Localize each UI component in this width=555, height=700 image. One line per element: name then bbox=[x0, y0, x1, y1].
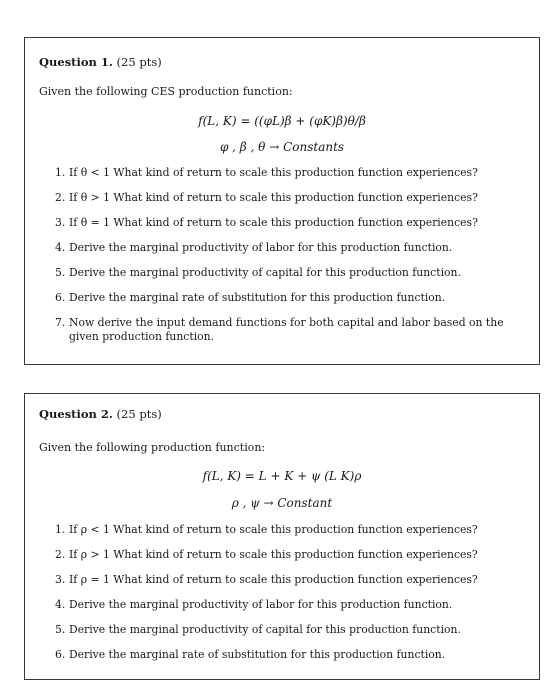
item-number: 5. bbox=[55, 623, 66, 636]
item-number: 7. bbox=[55, 316, 66, 329]
item-text: If θ < 1 What kind of return to scale this production function experiences? bbox=[69, 166, 478, 179]
question-1-intro: Given the following CES production function: bbox=[39, 85, 293, 98]
list-item bbox=[55, 191, 529, 216]
list-item bbox=[55, 573, 529, 598]
item-number: 4. bbox=[55, 598, 66, 611]
list-item bbox=[55, 216, 529, 241]
question-2-label: Question 2. bbox=[39, 407, 113, 421]
list-item bbox=[55, 241, 529, 266]
item-number: 6. bbox=[55, 648, 66, 661]
question-1-formula bbox=[25, 114, 539, 128]
question-2-intro: Given the following production function: bbox=[39, 441, 266, 454]
question-2-list bbox=[55, 523, 529, 662]
item-number: 2. bbox=[55, 548, 66, 561]
question-1-constants: φ , β , θ → Constants bbox=[219, 140, 345, 154]
question-1-label: Question 1. bbox=[39, 55, 113, 69]
question-2-title bbox=[39, 407, 162, 421]
item-text: If ρ < 1 What kind of return to scale this production function experiences? bbox=[69, 523, 478, 536]
item-number: 1. bbox=[55, 523, 66, 536]
list-item bbox=[55, 523, 529, 548]
item-text: Derive the marginal productivity of labor for this production function. bbox=[69, 598, 453, 611]
item-number: 1. bbox=[55, 166, 66, 179]
item-text: If θ > 1 What kind of return to scale this production function experiences? bbox=[69, 191, 478, 204]
item-number: 6. bbox=[55, 291, 66, 304]
item-number: 2. bbox=[55, 191, 66, 204]
list-item bbox=[55, 291, 529, 316]
question-1-title bbox=[39, 55, 162, 69]
list-item bbox=[55, 623, 529, 648]
question-1-formula-text: f(L, K) = ((φL)β + (φK)β)θ/β bbox=[198, 114, 366, 128]
question-1-box bbox=[24, 37, 540, 365]
question-2-formula-text: f(L, K) = L + K + ψ (L K)ρ bbox=[202, 469, 362, 483]
question-1-list bbox=[55, 166, 529, 344]
item-text: Derive the marginal rate of substitution for this production function. bbox=[69, 291, 446, 304]
question-2-box bbox=[24, 393, 540, 680]
item-number: 5. bbox=[55, 266, 66, 279]
item-text: Derive the marginal productivity of labor for this production function. bbox=[69, 241, 453, 254]
list-item bbox=[55, 648, 529, 662]
item-text: Derive the marginal productivity of capital for this production function. bbox=[69, 623, 461, 636]
item-number: 3. bbox=[55, 216, 66, 229]
item-number: 4. bbox=[55, 241, 66, 254]
question-2-formula bbox=[25, 469, 539, 483]
item-text: If ρ > 1 What kind of return to scale this production function experiences? bbox=[69, 548, 478, 561]
question-2-points: (25 pts) bbox=[112, 407, 162, 421]
item-text: If θ = 1 What kind of return to scale this production function experiences? bbox=[69, 216, 478, 229]
list-item bbox=[55, 598, 529, 623]
list-item bbox=[55, 266, 529, 291]
item-text: Derive the marginal rate of substitution for this production function. bbox=[69, 648, 446, 661]
question-2-constants: ρ , ψ → Constant bbox=[231, 496, 333, 510]
list-item bbox=[55, 166, 529, 191]
item-text: Derive the marginal productivity of capital for this production function. bbox=[69, 266, 461, 279]
list-item bbox=[55, 316, 529, 344]
question-1-points: (25 pts) bbox=[112, 55, 162, 69]
item-number: 3. bbox=[55, 573, 66, 586]
item-text: If ρ = 1 What kind of return to scale this production function experiences? bbox=[69, 573, 478, 586]
item-text: Now derive the input demand functions for both capital and labor based on the given production function. bbox=[69, 316, 504, 343]
list-item bbox=[55, 548, 529, 573]
